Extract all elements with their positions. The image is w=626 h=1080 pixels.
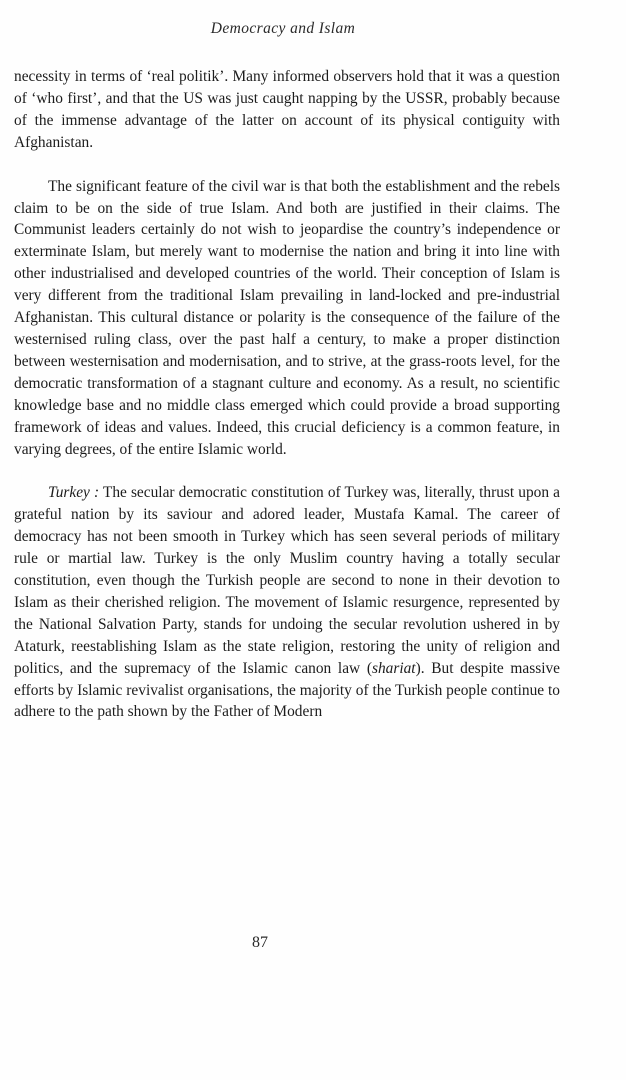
paragraph-turkey: [14, 482, 560, 723]
shariat-term: shariat: [371, 659, 416, 677]
paragraph-gap: [14, 460, 560, 482]
section-lead-turkey: Turkey :: [48, 484, 100, 502]
body-text: [14, 66, 560, 723]
paragraph-gap: [14, 154, 560, 176]
running-head: Democracy and Islam: [210, 20, 356, 37]
page-number: 87: [252, 934, 268, 951]
turkey-text-part2: ). But despite massive efforts by Islamic revivalist organisations, the majority of the Turkish people continue to adhere to the path shown by the Father of Modern: [14, 659, 560, 721]
paragraph-civil-war: The significant feature of the civil war is that both the establishment and the rebels claim to be on the side of true Islam. And both are justified in their claims. The Communist leaders certainly do not wish to jeopardise the country’s independence or exterminate Islam, but merely want to modernise the nation and bring it into line with other industrialised and developed countries of the world. Their conception of Islam is very different from the traditional Islam prevailing in land-locked and pre-industrial Afghanistan. This cultural distance or polarity is the consequence of the failure of the westernised ruling class, over the past half a century, to make a proper distinction between westernisation and modernisation, and to strive, at the grass-roots level, for the democratic transformation of a stagnant culture and economy. As a result, no scientific knowledge base and no middle class emerged which could provide a broad supporting framework of ideas and values. Indeed, this crucial deficiency is a common feature, in varying degrees, of the entire Islamic world.: [14, 177, 560, 458]
paragraph-afghanistan-continuation: necessity in terms of ‘real politik’. Many informed observers hold that it was a question of ‘who first’, and that the US was just caught napping by the USSR, probably because of the immense advantage of the latter on account of its physical contiguity with Afghanistan.: [14, 68, 560, 151]
turkey-text-part1: The secular democratic constitution of Turkey was, literally, thrust upon a grateful nation by its saviour and adored leader, Mustafa Kamal. The career of democracy has not been smooth in Turkey which has seen several periods of military rule or martial law. Turkey is the only Muslim country having a totally secular constitution, even though the Turkish people are second to none in their devotion to Islam as their cherished religion. The movement of Islamic resurgence, represented by the National Salvation Party, stands for undoing the secular revolution ushered in by Ataturk, reestablishing Islam as the state religion, restoring the unity of religion and politics, and the supremacy of the Islamic canon law (: [14, 484, 560, 677]
